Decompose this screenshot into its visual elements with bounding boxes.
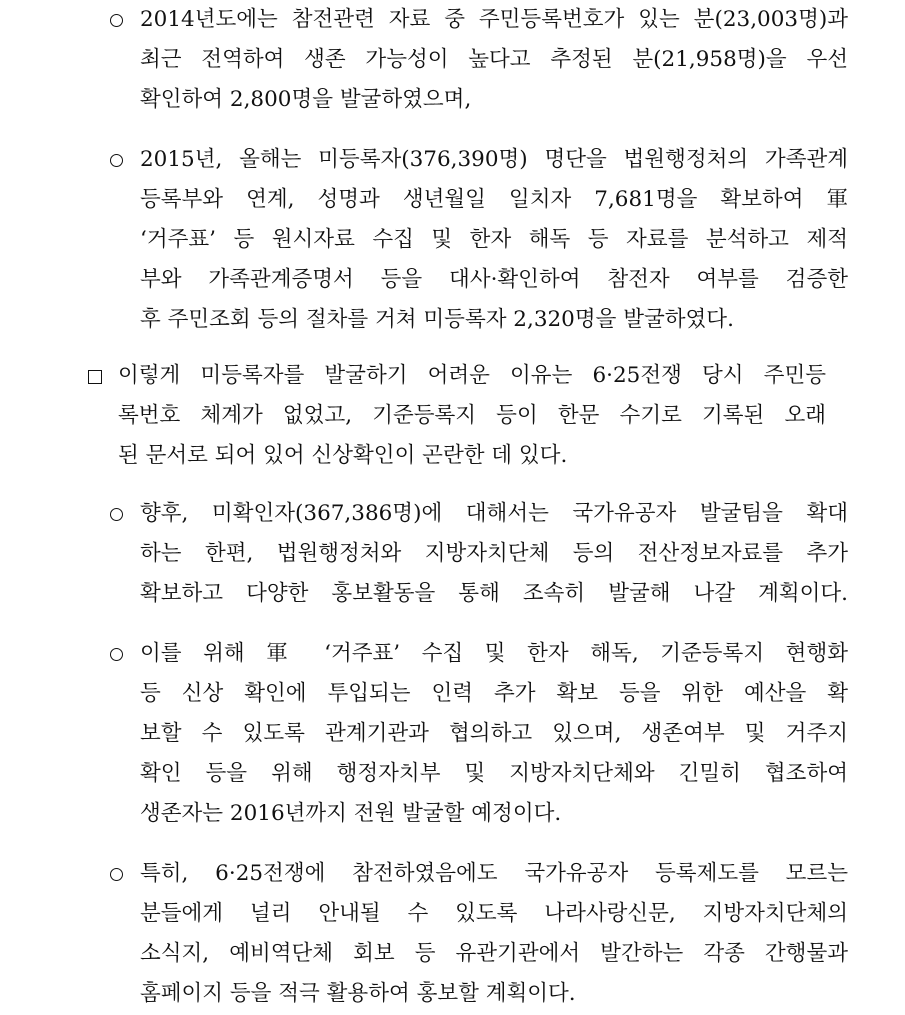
paragraph-line: 하는 한편, 법원행정처와 지방자치단체 등의 전산정보자료를 추가 (140, 541, 848, 566)
paragraph-line: 록번호 체계가 없었고, 기준등록지 등이 한문 수기로 기록된 오래 (118, 403, 826, 428)
circle-bullet-marker (110, 854, 140, 894)
paragraph-line: 이를 위해 軍 ‘거주표’ 수집 및 한자 해독, 기준등록지 현행화 (140, 641, 848, 666)
circle-bullet-marker (110, 140, 140, 180)
paragraph-line: 확보하고 다양한 홍보활동을 통해 조속히 발굴해 나갈 계획이다. (140, 581, 848, 606)
circle-bullet-marker (110, 494, 140, 534)
paragraph-line: 된 문서로 되어 있어 신상확인이 곤란한 데 있다. (118, 443, 568, 468)
paragraph-line: 최근 전역하여 생존 가능성이 높다고 추정된 분(21,958명)을 우선 (140, 47, 848, 72)
paragraph-line: 특히, 6·25전쟁에 참전하였음에도 국가유공자 등록제도를 모르는 (140, 861, 848, 886)
paragraph-line: 향후, 미확인자(367,386명)에 대해서는 국가유공자 발굴팀을 확대 (140, 501, 848, 526)
paragraph-text (140, 0, 848, 120)
paragraph-line: 분들에게 널리 안내될 수 있도록 나라사랑신문, 지방자치단체의 (140, 901, 848, 926)
paragraph-line: 소식지, 예비역단체 회보 등 유관기관에서 발간하는 각종 간행물과 (140, 941, 848, 966)
paragraph-line: 등 신상 확인에 투입되는 인력 추가 확보 등을 위한 예산을 확 (140, 681, 848, 706)
circle-bullet-paragraph (110, 854, 848, 1014)
circle-bullet-paragraph (110, 494, 848, 614)
paragraph-line: 2014년도에는 참전관련 자료 중 주민등록번호가 있는 분(23,003명)과 (140, 7, 848, 32)
paragraph-line: 보할 수 있도록 관계기관과 협의하고 있으며, 생존여부 및 거주지 (140, 721, 848, 746)
paragraph-text (140, 634, 848, 834)
paragraph-line: 부와 가족관계증명서 등을 대사·확인하여 참전자 여부를 검증한 (140, 267, 848, 292)
paragraph-line: 이렇게 미등록자를 발굴하기 어려운 이유는 6·25전쟁 당시 주민등 (118, 363, 826, 388)
paragraph-text (118, 356, 826, 476)
paragraph-line: 홈페이지 등을 적극 활용하여 홍보할 계획이다. (140, 981, 576, 1006)
circle-bullet-marker (110, 634, 140, 674)
paragraph-line: 2015년, 올해는 미등록자(376,390명) 명단을 법원행정처의 가족관계 (140, 147, 848, 172)
circle-bullet-paragraph (110, 140, 848, 340)
circle-bullet-marker (110, 0, 140, 40)
paragraph-text (140, 140, 848, 340)
paragraph-line: 등록부와 연계, 성명과 생년월일 일치자 7,681명을 확보하여 軍 (140, 187, 848, 212)
paragraph-line: 확인하여 2,800명을 발굴하였으며, (140, 87, 472, 112)
paragraph-line: ‘거주표’ 등 원시자료 수집 및 한자 해독 등 자료를 분석하고 제적 (140, 227, 848, 252)
square-bullet-paragraph (88, 356, 826, 476)
paragraph-line: 확인 등을 위해 행정자치부 및 지방자치단체와 긴밀히 협조하여 (140, 761, 848, 786)
square-bullet-marker (88, 356, 118, 397)
circle-bullet-paragraph (110, 634, 848, 834)
paragraph-text (140, 854, 848, 1014)
paragraph-line: 생존자는 2016년까지 전원 발굴할 예정이다. (140, 801, 562, 826)
paragraph-line: 후 주민조회 등의 절차를 거쳐 미등록자 2,320명을 발굴하였다. (140, 307, 734, 332)
circle-bullet-paragraph (110, 0, 848, 120)
paragraph-text (140, 494, 848, 614)
